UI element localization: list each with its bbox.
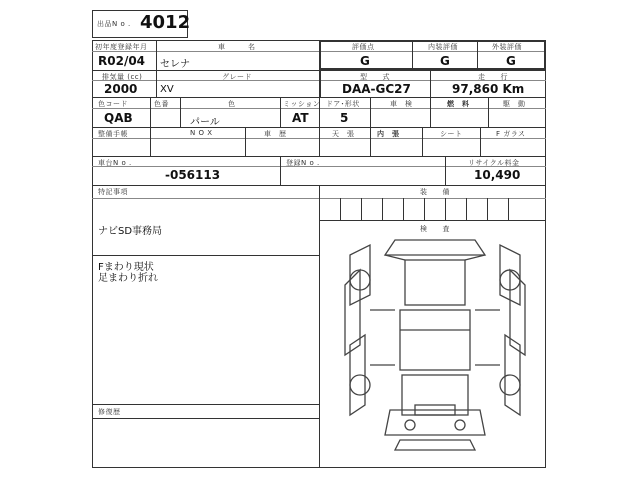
exterior-value: G xyxy=(506,54,516,68)
model-value: DAA-GC27 xyxy=(342,82,411,96)
color-code-value: QAB xyxy=(104,111,133,125)
equipment-label: 装 備 xyxy=(420,188,450,196)
model-label: 型 式 xyxy=(360,73,390,81)
note-line-1: ナビSD事務局 xyxy=(98,226,163,237)
fglass-label: F ガラス xyxy=(496,130,526,138)
sunroof-label: 天 張 xyxy=(332,130,355,138)
drive-label: 駆 動 xyxy=(503,100,526,108)
seat-label: シート xyxy=(440,130,463,138)
score-label: 評価点 xyxy=(352,43,375,51)
maint-label: 整備手帳 xyxy=(98,130,128,138)
recycle-label: リサイクル料金 xyxy=(468,159,520,167)
interior-tension-label: 内 張 xyxy=(377,130,400,138)
color-label: 色 xyxy=(228,100,236,108)
capacity-label: 車 検 xyxy=(390,100,413,108)
score-value: G xyxy=(360,54,370,68)
door-label: ドア･形状 xyxy=(326,100,360,108)
recycle-value: 10,490 xyxy=(474,168,521,182)
note-line-2: Fまわり現状 xyxy=(98,262,154,273)
special-notes-label: 特記事項 xyxy=(98,188,128,196)
color-no-label: 色番 xyxy=(154,100,169,108)
cc-label: 排気量 (cc) xyxy=(102,73,143,81)
mission-value: AT xyxy=(292,111,309,125)
lot-number: 4012 xyxy=(140,12,191,33)
note-line-3: 足まわり折れ xyxy=(98,273,158,284)
grade-label: グレード xyxy=(222,73,252,81)
nox-label: N O X xyxy=(190,129,213,137)
chassis-value: -056113 xyxy=(165,168,221,182)
lot-number-label: 出品N o . xyxy=(97,20,131,28)
color-code-label: 色コード xyxy=(98,100,128,108)
chassis-label: 車台N o . xyxy=(98,159,132,167)
car-diagram xyxy=(340,235,530,460)
reg-value: R02/04 xyxy=(98,54,146,68)
door-value: 5 xyxy=(340,111,349,125)
interior-value: G xyxy=(440,54,450,68)
cc-value: 2000 xyxy=(104,82,138,96)
reg-label: 初年度登録年月 xyxy=(95,43,148,51)
mileage-value: 97,860 Km xyxy=(452,82,525,96)
car-name-value: セレナ xyxy=(160,59,190,70)
mission-label: ミッション xyxy=(283,100,321,108)
history-label: 車 歴 xyxy=(264,130,287,138)
car-name-label: 車 名 xyxy=(218,43,256,51)
color-value: パール xyxy=(190,117,220,128)
grade-value: XV xyxy=(160,84,174,95)
repair-history-label: 修復歴 xyxy=(98,408,121,416)
interior-label: 内装評価 xyxy=(428,43,458,51)
mileage-label: 走 行 xyxy=(478,73,508,81)
fuel-label: 燃 料 xyxy=(447,100,470,108)
exterior-label: 外装評価 xyxy=(492,43,522,51)
reg-no-label: 登録N o . xyxy=(286,159,320,167)
inspector-label: 検 査 xyxy=(420,225,450,233)
